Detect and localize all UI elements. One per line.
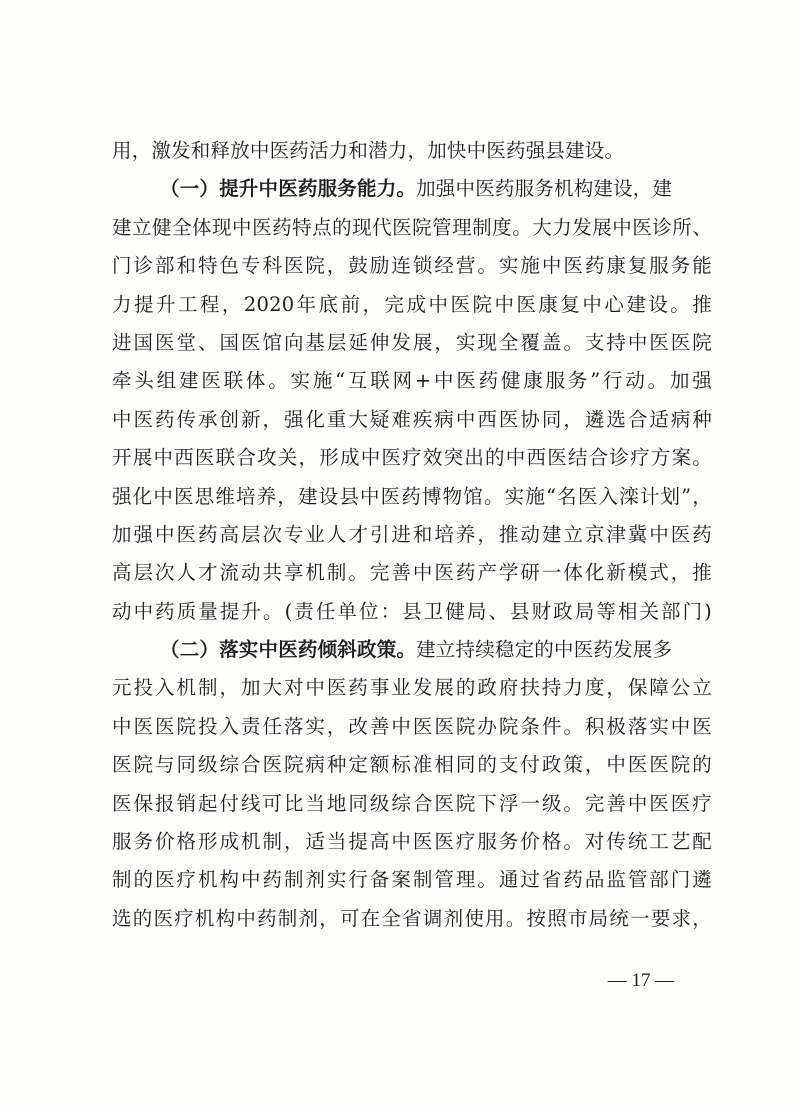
text-line: 选的医疗机构中药制剂，可在全省调剂使用。按照市局统一要求，: [112, 906, 712, 930]
text-line: 中医医院投入责任落实，改善中医医院办院条件。积极落实中医: [112, 714, 712, 738]
section-heading-line: [112, 170, 712, 208]
text-line: 进国医堂、国医馆向基层延伸发展，实现全覆盖。支持中医医院: [112, 330, 712, 354]
text-line: 加强中医药高层次专业人才引进和培养，推动建立京津冀中医药: [112, 522, 712, 546]
section-heading: （一）提升中医药服务能力。: [160, 177, 417, 201]
section-heading-line: [112, 631, 712, 669]
section-text: 加强中医药服务机构建设，建: [416, 177, 673, 201]
text-line: 动中药质量提升。(责任单位：县卫健局、县财政局等相关部门): [112, 599, 712, 623]
text-line: 牵头组建医联体。实施“互联网+中医药健康服务”行动。加强: [112, 369, 712, 393]
text-line: 高层次人才流动共享机制。完善中医药产学研一体化新模式，推: [112, 561, 712, 585]
text-line: 服务价格形成机制，适当提高中医医疗服务价格。对传统工艺配: [112, 830, 712, 854]
text-line: 强化中医思维培养，建设县中医药博物馆。实施“名医入滦计划”，: [112, 484, 712, 508]
page-number: — 17 —: [607, 970, 675, 991]
text-line: 制的医疗机构中药制剂实行备案制管理。通过省药品监管部门遴: [112, 868, 712, 892]
text-line: 中医药传承创新，强化重大疑难疾病中西医协同，遴选合适病种: [112, 407, 712, 431]
text-line: 力提升工程，2020年底前，完成中医院中医康复中心建设。推: [112, 292, 712, 316]
section-text: 建立持续稳定的中医药发展多: [416, 638, 673, 662]
text-line: 元投入机制，加大对中医药事业发展的政府扶持力度，保障公立: [112, 676, 712, 700]
text-line: 开展中西医联合攻关，形成中医疗效突出的中西医结合诊疗方案。: [112, 446, 712, 470]
text-line: 建立健全体现中医药特点的现代医院管理制度。大力发展中医诊所、: [112, 215, 712, 239]
text-line: 医保报销起付线可比当地同级综合医院下浮一级。完善中医医疗: [112, 791, 712, 815]
section-heading: （二）落实中医药倾斜政策。: [160, 638, 417, 662]
body-text: [112, 132, 712, 938]
text-line: 用，激发和释放中医药活力和潜力，加快中医药强县建设。: [112, 139, 625, 162]
text-line: 医院与同级综合医院病种定额标准相同的支付政策，中医医院的: [112, 753, 712, 777]
text-line: 门诊部和特色专科医院，鼓励连锁经营。实施中医药康复服务能: [112, 254, 712, 278]
